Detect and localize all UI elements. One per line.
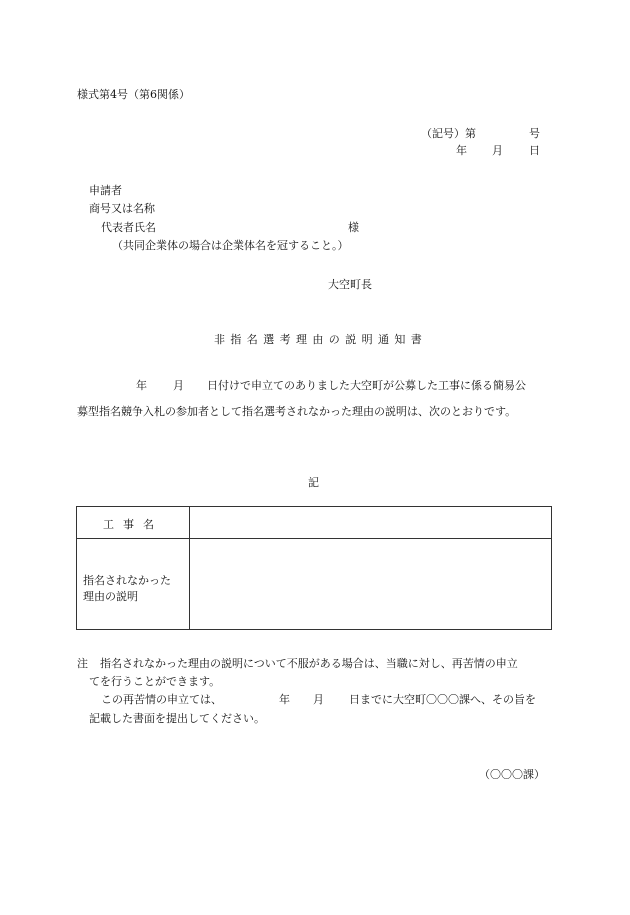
ki-heading: 記 [308, 476, 319, 489]
details-table [76, 506, 552, 630]
reason-label-line1: 指名されなかった [83, 574, 171, 587]
note-line3-b: 日までに大空町〇〇〇課へ、その旨を [349, 693, 536, 706]
note-line1-text: 指名されなかった理由の説明について不服がある場合は、当職に対し、再苦情の申立 [100, 657, 518, 670]
date-day: 日 [529, 144, 540, 157]
koji-label: 工事名 [103, 518, 163, 531]
table-column-divider [189, 507, 190, 629]
note-mark: 注 [77, 657, 88, 670]
table-row-divider [77, 538, 551, 539]
sender-title: 大空町長 [328, 278, 372, 291]
body-month: 月 [173, 379, 184, 392]
body-line-2: 募型指名競争入札の参加者として指名選考されなかった理由の説明は、次のとおりです。 [77, 405, 517, 418]
reference-go: 号 [529, 127, 540, 140]
reference-kigo: （記号）第 [421, 127, 476, 140]
note-line3-year: 年 [279, 693, 290, 706]
note-line3-a: この再苦情の申立ては、 [101, 693, 222, 706]
applicant-label: 申請者 [89, 184, 122, 197]
note-line-4: 記載した書面を提出してください。 [89, 712, 265, 725]
note-line-2: てを行うことができます。 [89, 675, 221, 688]
body-line1-rest: 日付けで申立てのありました大空町が公募した工事に係る簡易公 [207, 379, 526, 392]
trade-name-label: 商号又は名称 [89, 202, 155, 215]
reason-label-line2: 理由の説明 [83, 590, 138, 603]
consortium-note: （共同企業体の場合は企業体名を冠すること。） [112, 239, 349, 252]
section-code: （〇〇〇課） [479, 768, 545, 781]
document-title: 非指名選考理由の説明通知書 [214, 333, 428, 346]
body-year: 年 [136, 379, 147, 392]
date-year: 年 [456, 144, 467, 157]
form-number: 様式第4号（第6関係） [77, 88, 190, 101]
date-month: 月 [492, 144, 503, 157]
honorific: 様 [348, 221, 359, 234]
note-line3-month: 月 [313, 693, 324, 706]
representative-label: 代表者氏名 [101, 221, 156, 234]
